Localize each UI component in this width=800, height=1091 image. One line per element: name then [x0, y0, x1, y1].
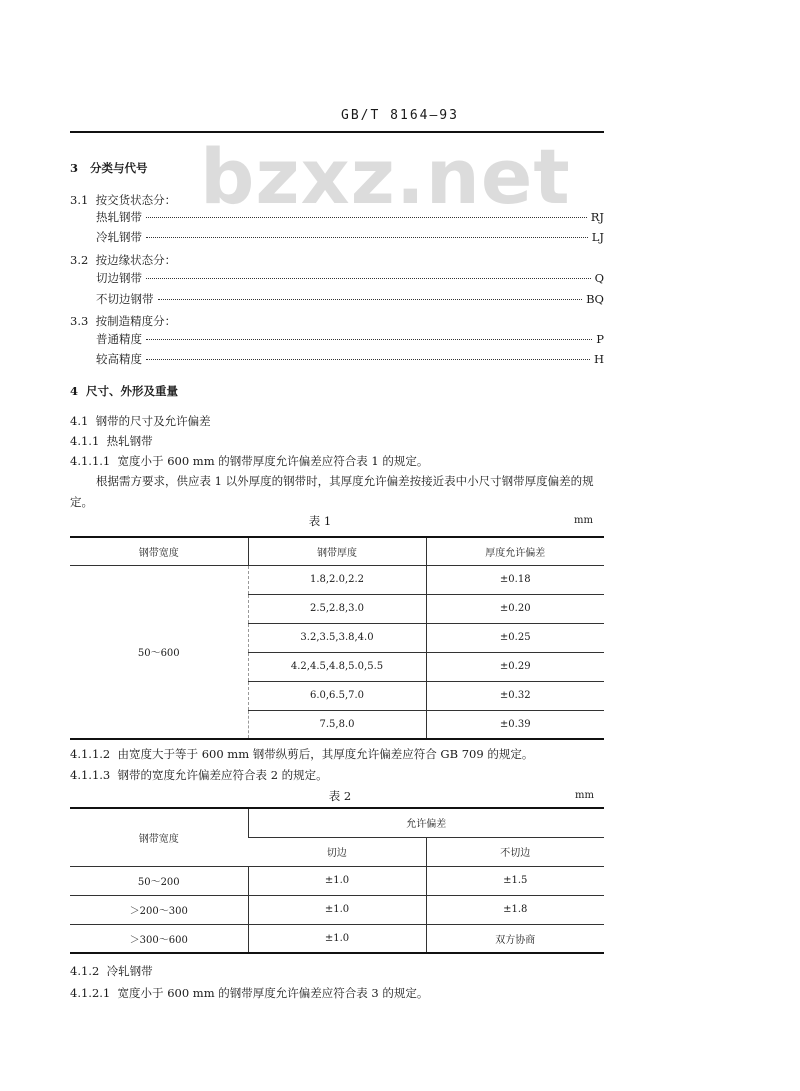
thickness-cell: 7.5,8.0 [248, 710, 426, 739]
tolerance-cell: ±0.20 [426, 594, 604, 623]
section-number: 4.1.2 [70, 964, 100, 978]
dot-leader [158, 299, 583, 300]
table-2-unit: mm [575, 790, 594, 801]
table-2-caption: 表 2 [328, 789, 352, 803]
clause-number: 4.1.1.3 [70, 768, 111, 782]
section-number: 3.2 [70, 253, 89, 267]
toc-entry-high-precision [96, 351, 604, 367]
document-header-code: GB/T 8164—93 [341, 108, 459, 123]
watermark: bzxz.net [200, 132, 571, 221]
width-cell: ＞300～600 [70, 924, 248, 953]
toc-entry-cold-rolled [96, 229, 604, 245]
toc-entry-uncut-edge [96, 291, 604, 307]
table-header-cell: 钢带宽度 [70, 537, 248, 565]
cut-tolerance-cell: ±1.0 [248, 924, 426, 953]
section-4-1-heading [70, 413, 211, 429]
section-4-1-2-heading [70, 963, 153, 979]
clause-text: 由宽度大于等于 600 mm 钢带纵剪后，其厚度允许偏差应符合 GB 709 的规定。 [117, 747, 534, 761]
thickness-cell: 4.2,4.5,4.8,5.0,5.5 [248, 652, 426, 681]
clause-text: 宽度小于 600 mm 的钢带厚度允许偏差应符合表 1 的规定。 [117, 454, 429, 468]
table-header-cell: 不切边 [426, 837, 604, 866]
paragraph-line: 根据需方要求，供应表 1 以外厚度的钢带时，其厚度允许偏差按接近表中小尺寸钢带厚度偏差的规 [96, 474, 594, 488]
thickness-cell: 3.2,3.5,3.8,4.0 [248, 623, 426, 652]
section-title: 分类与代号 [90, 161, 148, 175]
thickness-cell: 6.0,6.5,7.0 [248, 681, 426, 710]
section-title: 按交货状态分： [95, 193, 177, 207]
toc-label: 冷轧钢带 [96, 230, 142, 244]
toc-code: RJ [590, 210, 604, 224]
table-row [70, 895, 604, 924]
section-number: 3.3 [70, 314, 89, 328]
tolerance-cell: ±0.29 [426, 652, 604, 681]
toc-label: 热轧钢带 [96, 210, 142, 224]
dot-leader [146, 278, 591, 279]
table-row [70, 866, 604, 895]
clause-4-1-1-3 [70, 767, 328, 783]
toc-label: 普通精度 [96, 332, 142, 346]
tolerance-cell: ±0.39 [426, 710, 604, 739]
section-number: 3.1 [70, 193, 89, 207]
section-title: 钢带的尺寸及允许偏差 [95, 414, 211, 428]
section-number: 4.1 [70, 414, 89, 428]
uncut-tolerance-cell: 双方协商 [426, 924, 604, 953]
toc-code: P [596, 332, 604, 346]
thickness-cell: 2.5,2.8,3.0 [248, 594, 426, 623]
table-2 [70, 807, 604, 954]
dot-leader [146, 359, 590, 360]
width-cell: ＞200～300 [70, 895, 248, 924]
clause-number: 4.1.1.2 [70, 747, 111, 761]
section-number: 4 [70, 384, 79, 398]
table-header-cell: 钢带厚度 [248, 537, 426, 565]
toc-code: Q [594, 271, 604, 285]
uncut-tolerance-cell: ±1.5 [426, 866, 604, 895]
clause-4-1-1-2 [70, 746, 533, 762]
section-3-3-heading [70, 313, 176, 329]
tolerance-cell: ±0.32 [426, 681, 604, 710]
toc-label: 切边钢带 [96, 271, 142, 285]
dot-leader [146, 237, 588, 238]
table-1-unit: mm [574, 515, 593, 526]
width-cell: 50～200 [70, 866, 248, 895]
toc-label: 较高精度 [96, 352, 142, 366]
table-header-cell: 钢带宽度 [70, 808, 248, 866]
clause-number: 4.1.1.1 [70, 454, 111, 468]
tolerance-cell: ±0.18 [426, 565, 604, 594]
table-1 [70, 536, 604, 740]
cut-tolerance-cell: ±1.0 [248, 866, 426, 895]
section-title: 尺寸、外形及重量 [86, 384, 179, 398]
section-number: 4.1.1 [70, 434, 100, 448]
section-4-1-1-heading [70, 433, 153, 449]
section-title: 冷轧钢带 [106, 964, 153, 978]
clause-4-1-1-1 [70, 453, 428, 469]
table-header-cell: 切边 [248, 837, 426, 866]
uncut-tolerance-cell: ±1.8 [426, 895, 604, 924]
section-title: 按制造精度分： [95, 314, 177, 328]
toc-entry-cut-edge [96, 270, 604, 286]
section-title: 按边缘状态分： [95, 253, 177, 267]
clause-text: 钢带的宽度允许偏差应符合表 2 的规定。 [117, 768, 328, 782]
clause-text: 宽度小于 600 mm 的钢带厚度允许偏差应符合表 3 的规定。 [117, 986, 429, 1000]
paragraph-line: 定。 [70, 495, 93, 509]
table-1-caption: 表 1 [308, 514, 332, 528]
section-title: 热轧钢带 [106, 434, 153, 448]
toc-code: BQ [586, 292, 604, 306]
dot-leader [146, 217, 587, 218]
toc-entry-normal-precision [96, 331, 604, 347]
toc-code: H [593, 352, 604, 366]
toc-entry-hot-rolled [96, 209, 604, 225]
tolerance-cell: ±0.25 [426, 623, 604, 652]
width-cell: 50～600 [70, 565, 248, 739]
cut-tolerance-cell: ±1.0 [248, 895, 426, 924]
clause-4-1-2-1 [70, 985, 428, 1001]
section-3-1-heading [70, 192, 176, 208]
dot-leader [146, 339, 592, 340]
thickness-cell: 1.8,2.0,2.2 [248, 565, 426, 594]
table-header-cell: 允许偏差 [248, 808, 604, 837]
section-number: 3 [70, 161, 79, 175]
clause-number: 4.1.2.1 [70, 986, 111, 1000]
table-row [70, 924, 604, 953]
toc-label: 不切边钢带 [96, 292, 154, 306]
toc-code: LJ [591, 230, 604, 244]
section-3-heading [70, 160, 148, 176]
table-header-cell: 厚度允许偏差 [426, 537, 604, 565]
section-3-2-heading [70, 252, 176, 268]
section-4-heading [70, 383, 178, 399]
table-row [70, 565, 604, 594]
